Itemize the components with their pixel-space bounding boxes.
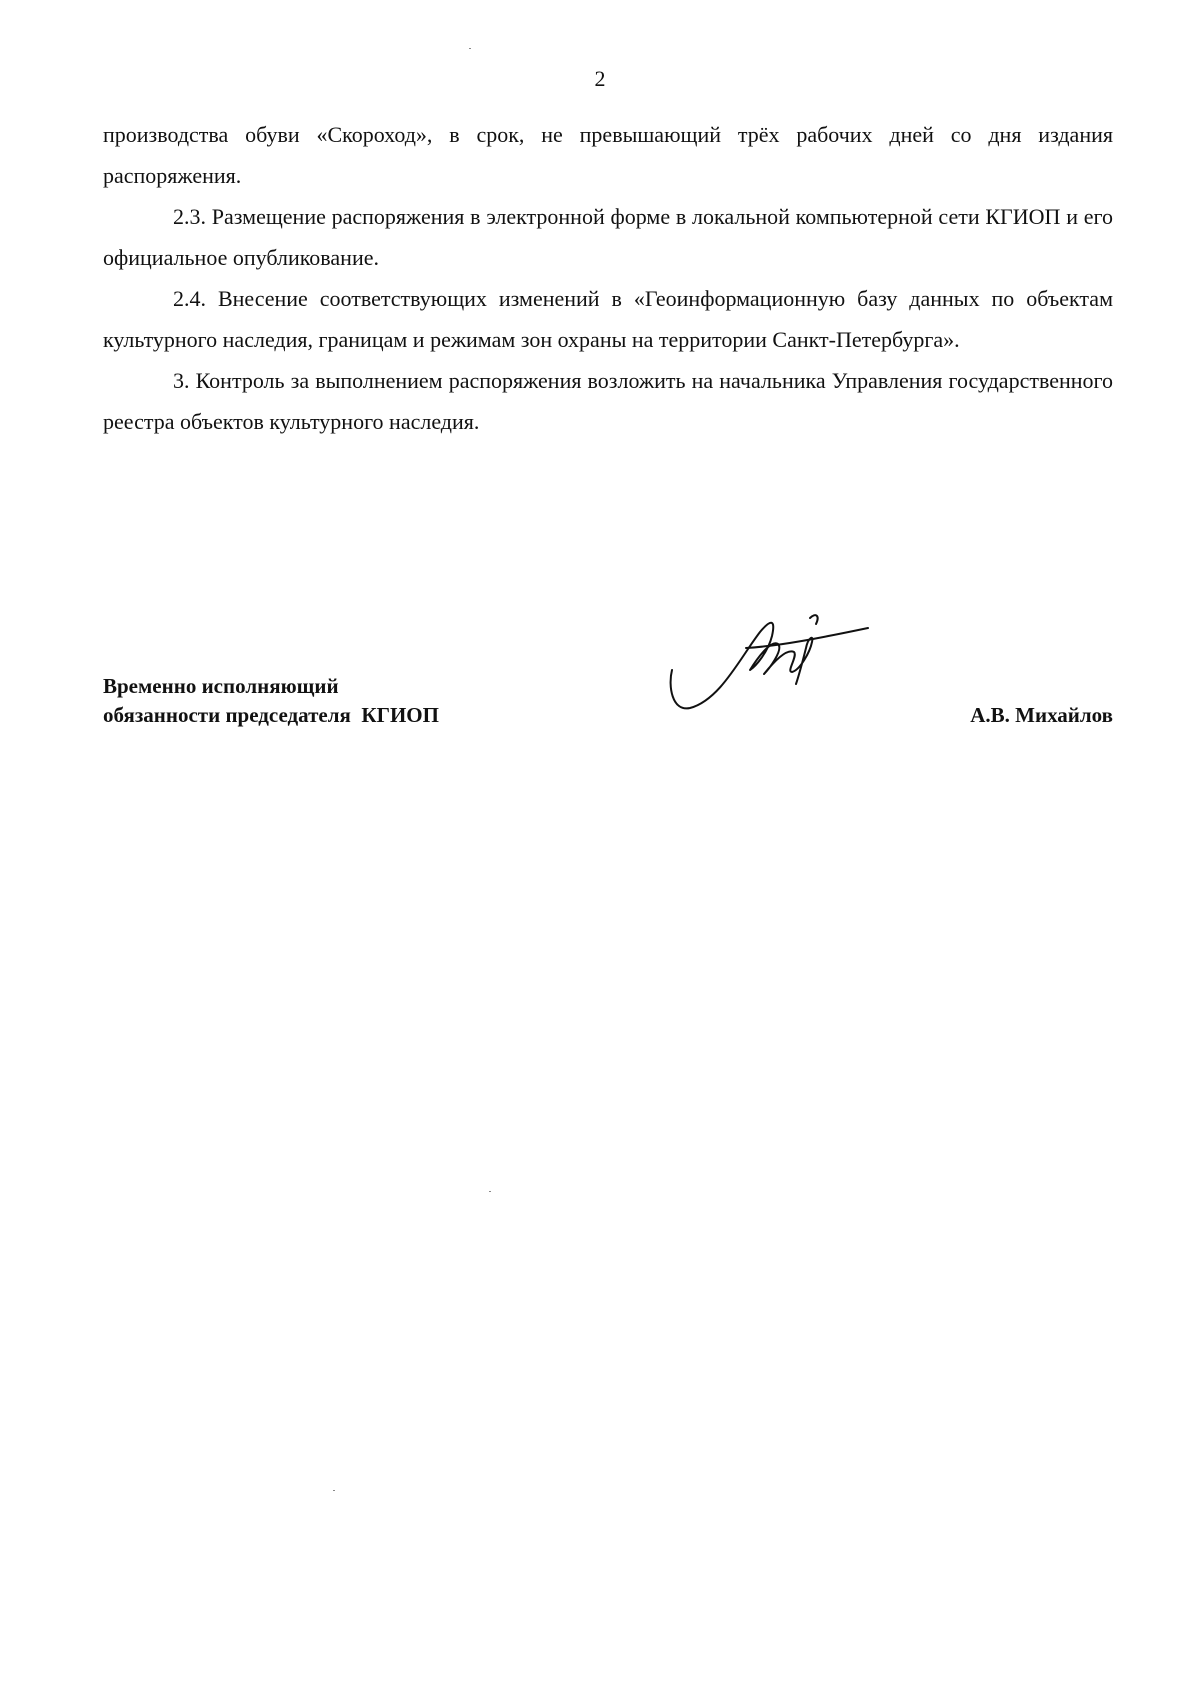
paragraph-3: 3. Контроль за выполнением распоряжения возложить на начальника Управления государственного реестра объектов культурного наследия. [103,368,1113,434]
signatory-position-line-1: Временно исполняющий [103,674,339,698]
scan-artifact [469,48,471,49]
signatory-name: А.В. Михайлов [970,703,1113,727]
paragraph-2-3: 2.3. Размещение распоряжения в электронной форме в локальной компьютерной сети КГИОП и его официальное опубликование. [103,204,1113,270]
document-body [103,114,1113,442]
scan-artifact [489,1191,491,1192]
paragraph-2-4: 2.4. Внесение соответствующих изменений в «Геоинформационную базу данных по объектам культурного наследия, границам и режимам зон охраны на территории Санкт-Петербурга». [103,286,1113,352]
page-number: 2 [594,66,606,91]
paragraph-continuation: производства обуви «Скороход», в срок, не превышающий трёх рабочих дней со дня издания распоряжения. [103,122,1113,188]
scan-artifact [333,1490,335,1491]
signatory-position [103,672,439,730]
signatory-position-line-2: обязанности председателя КГИОП [103,703,439,727]
handwritten-signature-icon [660,608,890,738]
